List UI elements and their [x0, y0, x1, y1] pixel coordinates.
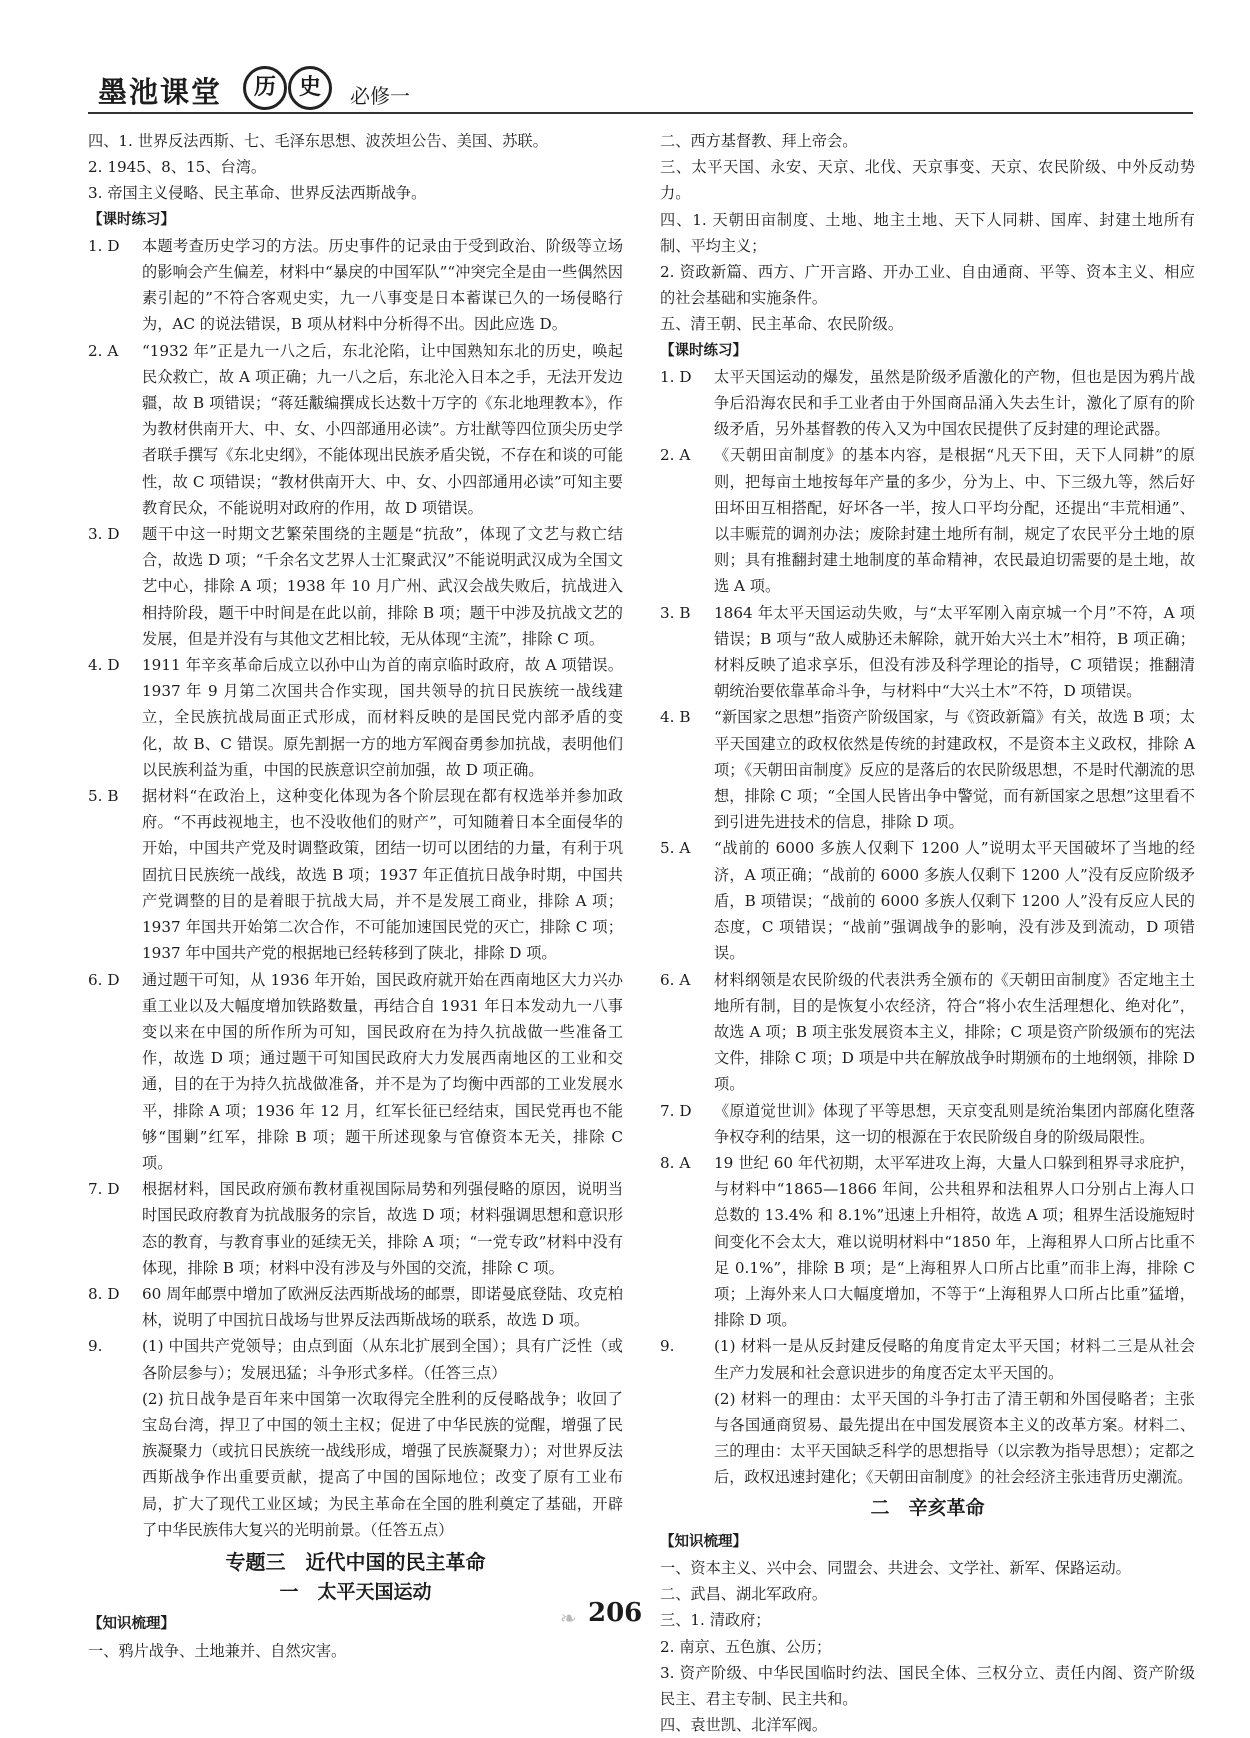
answer-line: 一、鸦片战争、土地兼并、自然灾害。	[88, 1641, 347, 1660]
answer-number: 8. D	[88, 1284, 120, 1303]
answer-number: 4. D	[88, 656, 120, 675]
answer-item	[88, 967, 623, 1177]
answer-item	[660, 1098, 1195, 1150]
answer-text: 60 周年邮票中增加了欧洲反法西斯战场的邮票，即诺曼底登陆、攻克柏林，说明了中国抗日战场与世界反法西斯战场的联系，故选 D 项。	[142, 1284, 623, 1330]
answer-text: (2) 材料一的理由：太平天国的斗争打击了清王朝和外国侵略者；主张与各国通商贸易、最先提出在中国发展资本主义的改革方案。材料二、三的理由：太平天国缺乏科学的思想指导（以宗教为指导思想）；定都之后，政权迅速封建化；《天朝田亩制度》的社会经济主张违背历史潮流。	[714, 1389, 1195, 1487]
answer-number: 1. D	[660, 367, 692, 386]
answer-line: 3. 帝国主义侵略、民主革命、世界反法西斯战争。	[88, 184, 427, 203]
answer-text: 根据材料，国民政府颁布教材重视国际局势和列强侵略的原因，说明当时国民政府教育为抗战服务的宗旨，故选 D 项；材料强调思想和意识形态的教育，与教育事业的延续无关，排除 A 项；“一党专政”材料中没有体现，排除 B 项；材料中没有涉及与外国的交流，排除 C 项。	[142, 1180, 623, 1277]
answer-item	[660, 600, 1195, 705]
answer-line: 3. 资产阶级、中华民国临时约法、国民全体、三权分立、责任内阁、资产阶级民主、君主专制、民主共和。	[660, 1663, 1195, 1708]
answer-text: 1864 年太平天国运动失败，与“太平军刚入南京城一个月”不符，A 项错误；B 项与“敌人威胁还未解除，就开始大兴土木”相符，B 项正确；材料反映了追求享乐，但没有涉及科学理论的指导，C 项错误；推翻清朝统治要依靠革命斗争，与材料中“大兴土木”不符，D 项错误。	[714, 603, 1195, 701]
section-title: 二 辛亥革命	[870, 1496, 985, 1519]
page-header	[88, 66, 1188, 114]
answer-text: 太平天国运动的爆发，虽然是阶级矛盾激化的产物，但也是因为鸦片战争后沿海农民和手工业者由于外国商品涌入失去生计，激化了原有的阶级矛盾，另外基督教的传入又为中国农民提供了反封建的理论武器。	[714, 367, 1195, 439]
answer-line: 2. 1945、8、15、台湾。	[88, 158, 267, 177]
answer-number: 3. B	[660, 603, 691, 622]
book-subtitle: 必修一	[350, 84, 410, 108]
answer-text: 《天朝田亩制度》的基本内容，是根据“凡天下田，天下人同耕”的原则，把每亩土地按每年产量的多少，分为上、中、下三级九等，然后好田坏田互相搭配，好坏各一半，按人口平均分配，还提出“丰荒相通”、以丰赈荒的调剂办法；废除封建土地所有制，规定了农民平分土地的原则；具有推翻封建土地制度的革命精神，农民最迫切需要的是土地，故选 A 项。	[714, 446, 1195, 596]
section-title: 一 太平天国运动	[279, 1581, 432, 1604]
answer-line: 四、1. 世界反法西斯、七、毛泽东思想、波茨坦公告、美国、苏联。	[88, 132, 548, 150]
answer-line: 五、清王朝、民主革命、农民阶级。	[660, 315, 903, 334]
topic-title: 专题三 近代中国的民主革命	[225, 1549, 486, 1574]
answer-number: 2. A	[660, 446, 691, 465]
answer-item	[660, 1150, 1195, 1333]
answer-text: (1) 中国共产党领导；由点到面（从东北扩展到全国）；具有广泛性（或各阶层参与）；发展迅猛；斗争形式多样。（任答三点）	[142, 1337, 623, 1382]
answer-line: 三、1. 清政府；	[660, 1611, 771, 1630]
answer-number: 1. D	[88, 236, 120, 255]
answer-number: 9.	[88, 1337, 103, 1356]
answer-number: 4. B	[660, 708, 691, 727]
subject-badge-1: 历	[243, 66, 287, 110]
answer-item	[660, 364, 1195, 443]
answer-item	[88, 338, 623, 521]
answer-item	[88, 1333, 623, 1385]
answer-line: 四、1. 天朝田亩制度、土地、地主土地、天下人同耕、国库、封建土地所有制、平均主义；	[660, 210, 1195, 255]
answer-number: 7. D	[660, 1101, 692, 1120]
answer-number: 6. A	[660, 970, 691, 989]
answer-text: (2) 抗日战争是百年来中国第一次取得完全胜利的反侵略战争；收回了宝岛台湾，捍卫了中国的领土主权；促进了中华民族的觉醒，增强了民族凝聚力（或抗日民族统一战线形成，增强了民族凝聚力）；对世界反法西斯战争作出重要贡献，提高了中国的国际地位；改变了原有工业布局，扩大了现代工业区域；为民主革命在全国的胜利奠定了基础，开辟了中华民族伟大复兴的光明前景。（任答五点）	[142, 1389, 623, 1539]
answer-text: 材料纲领是农民阶级的代表洪秀全颁布的《天朝田亩制度》否定地主土地所有制，目的是恢复小农经济，符合“将小农生活理想化、绝对化”，故选 A 项；B 项主张发展资本主义，排除；C 项是资产阶级颁布的宪法文件，排除 C 项；D 项是中共在解放战争时期颁布的土地纲领，排除 D 项。	[714, 970, 1195, 1094]
answer-item	[88, 1176, 623, 1281]
knowledge-label: 【知识梳理】	[88, 1616, 175, 1633]
answer-text: “战前的 6000 多族人仅剩下 1200 人”说明太平天国破坏了当地的经济，A 项正确；“战前的 6000 多族人仅剩下 1200 人”没有反应阶级矛盾，B 项错误；“战前的 6000 多族人仅剩下 1200 人”没有反应人民的态度，C 项错误；“战前”强调战争的影响，没有涉及到流动，D 项错误。	[714, 839, 1195, 963]
answer-item	[660, 967, 1195, 1098]
answer-line: 一、资本主义、兴中会、同盟会、共进会、文学社、新军、保路运动。	[660, 1558, 1131, 1577]
practice-label: 【课时练习】	[660, 342, 747, 359]
answer-item	[88, 783, 623, 966]
answer-text: 据材料“在政治上，这种变化体现为各个阶层现在都有权选举并参加政府。“不再歧视地主，也不没收他们的财产”，可知随着日本全面侵华的开始，中国共产党及时调整政策，团结一切可以团结的力量，有利于巩固抗日民族统一战线，故选 B 项；1937 年正值抗日战争时期，中国共产党调整的目的是着眼于抗战大局，并不是发展工商业，排除 A 项；1937 年国共开始第二次合作，不可能加速国民党的灭亡，排除 C 项；1937 年中国共产党的根据地已经转移到了陕北，排除 D 项。	[142, 787, 623, 963]
answer-text: 通过题干可知，从 1936 年开始，国民政府就开始在西南地区大力兴办重工业以及大幅度增加铁路数量，再结合自 1931 年日本发动九一八事变以来在中国的所作所为可知，国民政府在为持久抗战做一些准备工作，故选 D 项；通过题干可知国民政府大力发展西南地区的工业和交通，目的在于为持久抗战做准备，并不是为了均衡中西部的工业发展水平，排除 A 项；1936 年 12 月，红军长征已经结束，国民党再也不能够“围剿”红军，排除 B 项；题干所述现象与官僚资本无关，排除 C 项。	[142, 970, 623, 1172]
answer-number: 9.	[660, 1337, 675, 1356]
answer-line: 2. 南京、五色旗、公历；	[660, 1637, 832, 1656]
answer-number: 3. D	[88, 525, 120, 544]
answer-item	[660, 442, 1195, 599]
answer-number: 5. A	[660, 839, 691, 858]
answer-text: 19 世纪 60 年代初期，太平军进攻上海，大量人口躲到租界寻求庇护，与材料中“1865—1866 年间，公共租界和法租界人口分别占上海人口总数的 13.4% 和 8.1%”迅速上升相符，故选 A 项；租界生活设施短时间变化不会太大，难以说明材料中“1850 年，上海租界人口所占比重不足 0.1%”，排除 B 项；是“上海租界人口所占比重”而非上海，排除 C 项；上海外来人口大幅度增加，不等于“上海租界人口所占比重”猛增，排除 D 项。	[714, 1153, 1195, 1330]
practice-label: 【课时练习】	[88, 211, 175, 228]
answer-item	[88, 652, 623, 783]
leaf-ornament-icon: ❧	[560, 1606, 577, 1630]
answer-item	[660, 835, 1195, 966]
answer-item	[660, 1333, 1195, 1385]
answer-number: 7. D	[88, 1180, 120, 1199]
page-number: 206	[588, 1598, 643, 1628]
answer-number: 6. D	[88, 970, 120, 989]
subject-badge-2: 史	[288, 66, 332, 110]
answer-text: 题干中这一时期文艺繁荣围绕的主题是“抗敌”，体现了文艺与救亡结合，故选 D 项；“千余名文艺界人士汇聚武汉”不能说明武汉成为全国文艺中心，排除 A 项；1938 年 10 月广州、武汉会战失败后，抗战进入相持阶段，题干中时间是在此以前，排除 B 项；题干中涉及抗战文艺的发展，但是并没有与其他文艺相比较，无从体现“主流”，排除 C 项。	[142, 525, 623, 648]
answer-item	[88, 1281, 623, 1333]
answer-line: 三、太平天国、永安、天京、北伐、天京事变、天京、农民阶级、中外反动势力。	[660, 158, 1195, 203]
brand-title: 墨池课堂	[98, 75, 223, 109]
knowledge-label: 【知识梳理】	[660, 1533, 747, 1550]
answer-text: “1932 年”正是九一八之后，东北沦陷，让中国熟知东北的历史，唤起民众救亡，故 A 项正确；九一八之后，东北沦入日本之手，无法开发边疆，故 B 项错误；“蒋廷黻编撰成长达数十万字的《东北地理教本》，作为教材供南开大、中、女、小四部通用必读”。方壮猷等四位顶尖历史学者联手撰写《东北史纲》，不能体现出民族矛盾尖锐，不存在和谈的可能性，故 C 项错误；“教材供南开大、中、女、小四部通用必读”可知主要教育民众，不能说明对政府的作用，故 D 项错误。	[142, 341, 623, 517]
answer-item-continued	[88, 1386, 623, 1543]
answer-item	[88, 233, 623, 338]
answer-text: “新国家之思想”指资产阶级国家，与《资政新篇》有关，故选 B 项；太平天国建立的政权依然是传统的封建政权，不是资本主义政权，排除 A 项；《天朝田亩制度》反应的是落后的农民阶级思想，不是时代潮流的思想，排除 C 项；“全国人民皆出争中警觉，而有新国家之思想”这里看不到引进先进技术的信息，排除 D 项。	[714, 708, 1195, 832]
right-column	[660, 128, 1195, 1738]
left-column	[88, 128, 623, 1664]
answer-text: 本题考查历史学习的方法。历史事件的记录由于受到政治、阶级等立场的影响会产生偏差，材料中“暴戾的中国军队”“冲突完全是由一些偶然因素引起的”不符合客观史实，九一八事变是日本蓄谋已久的一场侵略行为，AC 的说法错误，B 项从材料中分析得不出。因此应选 D。	[142, 236, 623, 334]
answer-text: (1) 材料一是从反封建反侵略的角度肯定太平天国；材料二三是从社会生产力发展和社会意识进步的角度否定太平天国的。	[714, 1337, 1195, 1382]
answer-item-continued	[660, 1386, 1195, 1491]
answer-text: 《原道觉世训》体现了平等思想，天京变乱则是统治集团内部腐化堕落争权夺利的结果，这一切的根源在于农民阶级自身的阶级局限性。	[714, 1101, 1195, 1146]
answer-line: 2. 资政新篇、西方、广开言路、开办工业、自由通商、平等、资本主义、相应的社会基础和实施条件。	[660, 263, 1195, 308]
answer-line: 四、袁世凯、北洋军阀。	[660, 1716, 828, 1735]
answer-text: 1911 年辛亥革命后成立以孙中山为首的南京临时政府，故 A 项错误。1937 年 9 月第二次国共合作实现，国共领导的抗日民族统一战线建立，全民族抗战局面正式形成，而材料反映的是国民党内部矛盾的变化，故 B、C 错误。原先割据一方的地方军阀奋勇参加抗战，表明他们以民族利益为重，中国的民族意识空前加强，故 D 项正确。	[142, 656, 623, 779]
answer-number: 8. A	[660, 1153, 691, 1172]
answer-item	[88, 521, 623, 652]
header-rule	[88, 112, 1193, 114]
answer-line: 二、西方基督教、拜上帝会。	[660, 132, 858, 150]
answer-number: 2. A	[88, 341, 119, 360]
answer-item	[660, 704, 1195, 835]
answer-number: 5. B	[88, 787, 119, 806]
answer-line: 二、武昌、湖北军政府。	[660, 1585, 828, 1604]
